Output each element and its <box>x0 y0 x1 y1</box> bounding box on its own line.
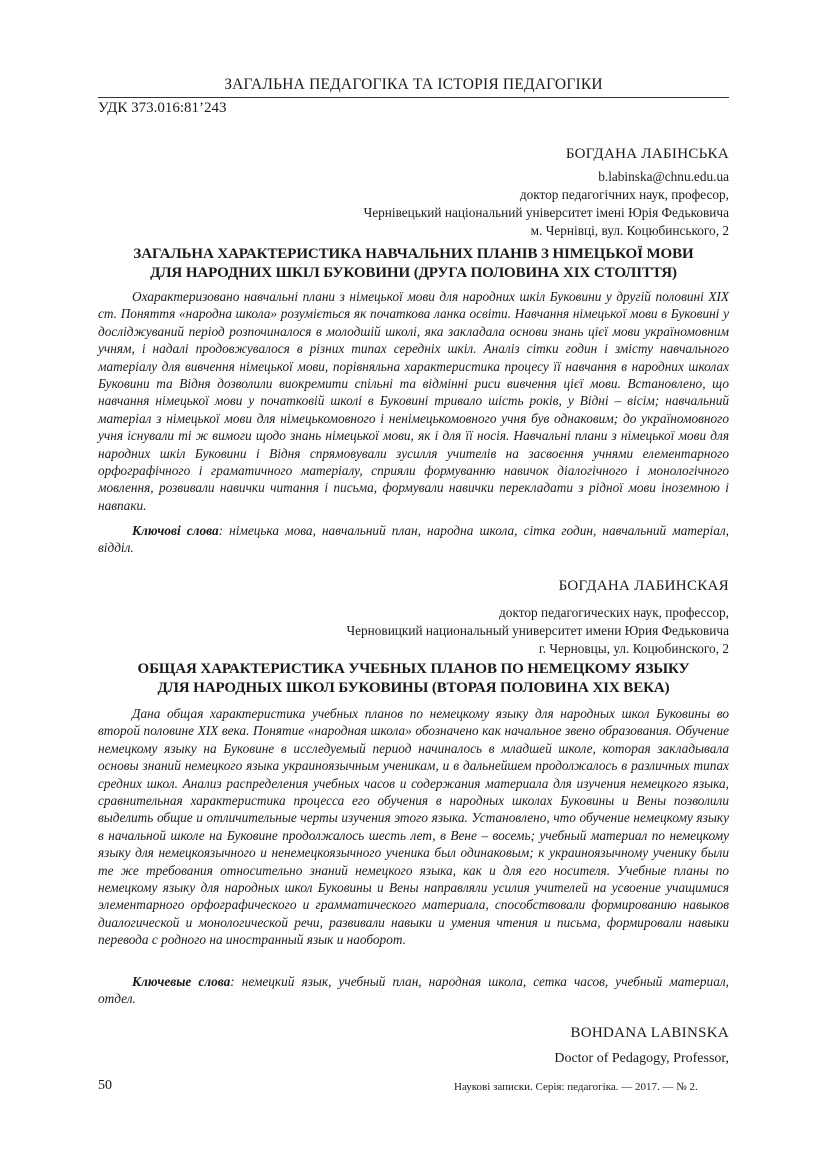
journal-footer: Наукові записки. Серія: педагогіка. — 2017. — № 2. <box>454 1081 698 1093</box>
ukrainian-affiliation <box>98 168 729 240</box>
title-ua-line1: ЗАГАЛЬНА ХАРАКТЕРИСТИКА НАВЧАЛЬНИХ ПЛАНІВ З НІМЕЦЬКОЇ МОВИ <box>133 246 694 262</box>
author-degree-en: Doctor of Pedagogy, Professor, <box>554 1051 729 1066</box>
abstract-ru <box>98 705 729 949</box>
title-ru-line2: ДЛЯ НАРОДНЫХ ШКОЛ БУКОВИНЫ (ВТОРАЯ ПОЛОВИНА ХІХ ВЕКА) <box>157 680 670 696</box>
title-ru-line1: ОБЩАЯ ХАРАКТЕРИСТИКА УЧЕБНЫХ ПЛАНОВ ПО НЕМЕЦКОМУ ЯЗЫКУ <box>137 661 690 677</box>
author-name-ua: БОГДАНА ЛАБІНСЬКА <box>565 146 729 162</box>
author-email[interactable]: b.labinska@chnu.edu.ua <box>598 169 729 184</box>
header-rule <box>98 97 729 98</box>
author-degree-ru: доктор педагогических наук, профессор, <box>499 605 729 620</box>
running-head: ЗАГАЛЬНА ПЕДАГОГІКА ТА ІСТОРІЯ ПЕДАГОГІКИ <box>224 76 603 93</box>
keywords-ua-text: : німецька мова, навчальний план, народна школа, сітка годин, навчальний матеріал, відділ. <box>98 523 729 556</box>
author-degree-ua: доктор педагогічних наук, професор, <box>519 187 729 202</box>
keywords-ru <box>98 973 729 1008</box>
keywords-ua-paragraph <box>98 522 729 557</box>
author-institution-ua: Чернівецький національний університет імені Юрія Федьковича <box>363 205 729 220</box>
udk-code: УДК 373.016:81’243 <box>98 100 227 116</box>
article-title-ru <box>98 660 729 698</box>
abstract-ua-text: Охарактеризовано навчальні плани з німецької мови для народних шкіл Буковини у другій половині ХІХ ст. Поняття «народна школа» розуміється як початкова ланка освіти. Навчання німецької мови в Буковині у досліджуваний період розпочиналося в молодшій школі, яка закладала основи знань цієї мови україномовним учням, і надалі продовжувалося в різних типах середніх шкіл. Аналіз сітки годин і змісту навчального матеріалу для вивчення німецької мови, порівняльна характеристика процесу її навчання в народних школах Буковини та Відня дозволили виокремити спільні та відмінні риси вивчення цієї мови. Встановлено, що навчання німецької мови у початковій школі в Буковині тривало шість років, у Відні – вісім; навчальний матеріал з німецької мови для німецькомовного і ненімецькомовного учня був однаковим; до україномовного учня існували ті ж вимоги щодо знань німецької мови, як і для її носія. Навчальні плани з німецької мови для народних шкіл Буковини і Відня спрямовували зусилля учителів на засвоєння учнями елементарного орфографічного і граматичного матеріалу, сприяли формуванню навичок діалогічного і монологічного мовлення, розвивали навички читання і письма, формували навички перекладати з рідної мови іноземною і навпаки. <box>98 289 729 513</box>
russian-affiliation <box>98 604 729 658</box>
page-number: 50 <box>98 1078 112 1093</box>
abstract-ua <box>98 288 729 514</box>
article-title-ua <box>98 245 729 283</box>
english-affiliation <box>98 1050 729 1068</box>
russian-author-block <box>98 578 729 595</box>
keywords-ua-label: Ключові слова <box>132 523 219 538</box>
keywords-ru-label: Ключевые слова <box>132 974 231 989</box>
author-name-en: BOHDANA LABINSKA <box>570 1025 729 1041</box>
keywords-ua <box>98 522 729 557</box>
keywords-ru-text: : немецкий язык, учебный план, народная школа, сетка часов, учебный материал, отдел. <box>98 974 729 1007</box>
abstract-ru-text: Дана общая характеристика учебных планов по немецкому языку для народных школ Буковины во второй половине XIX века. Понятие «народная школа» обозначено как начальное звено образования. Обучение немецкому языку на Буковине в исследуемый период начиналось в младшей школе, которая закладывала основы знаний немецкого языка украиноязычным ученикам, и в дальнейшем продолжалось в различных типах средних школ. Анализ распределения учебных часов и содержания материала для изучения немецкого языка, сравнительная характеристика процесса его обучения в народных школах Буковины и Вены позволили выделить общие и отличительные черты изучения этого языка. Установлено, что обучение немецкому языку в начальной школе на Буковине продолжалось шесть лет, в Вене – восемь; учебный материал по немецкому языку для немецкоязычного и ненемецкоязычного ученика был одинаковым; к украиноязычному ученику были те же требования относительно знаний немецкого языка, как и для его носителя. Учебные планы по немецкому языку для народных школ Буковины и Вены направляли усилия учителей на усвоение учащимися элементарного орфографического и грамматического материала, способствовали формированию навыков диалогической и монологической речи, развивали навыки и умения чтения и письма, формировали навыки перевода с родного на иностранный язык и наоборот. <box>98 706 729 948</box>
keywords-ru-paragraph <box>98 973 729 1008</box>
author-address-ua: м. Чернівці, вул. Коцюбинського, 2 <box>530 223 729 238</box>
author-name-ru: БОГДАНА ЛАБИНСКАЯ <box>558 578 729 594</box>
author-institution-ru: Черновицкий национальный университет имени Юрия Федьковича <box>346 623 729 638</box>
english-author-block <box>98 1025 729 1042</box>
author-address-ru: г. Черновцы, ул. Коцюбинского, 2 <box>538 641 729 656</box>
ukrainian-author-block <box>98 146 729 163</box>
title-ua-line2: ДЛЯ НАРОДНИХ ШКІЛ БУКОВИНИ (ДРУГА ПОЛОВИНА ХІХ СТОЛІТТЯ) <box>150 265 677 281</box>
